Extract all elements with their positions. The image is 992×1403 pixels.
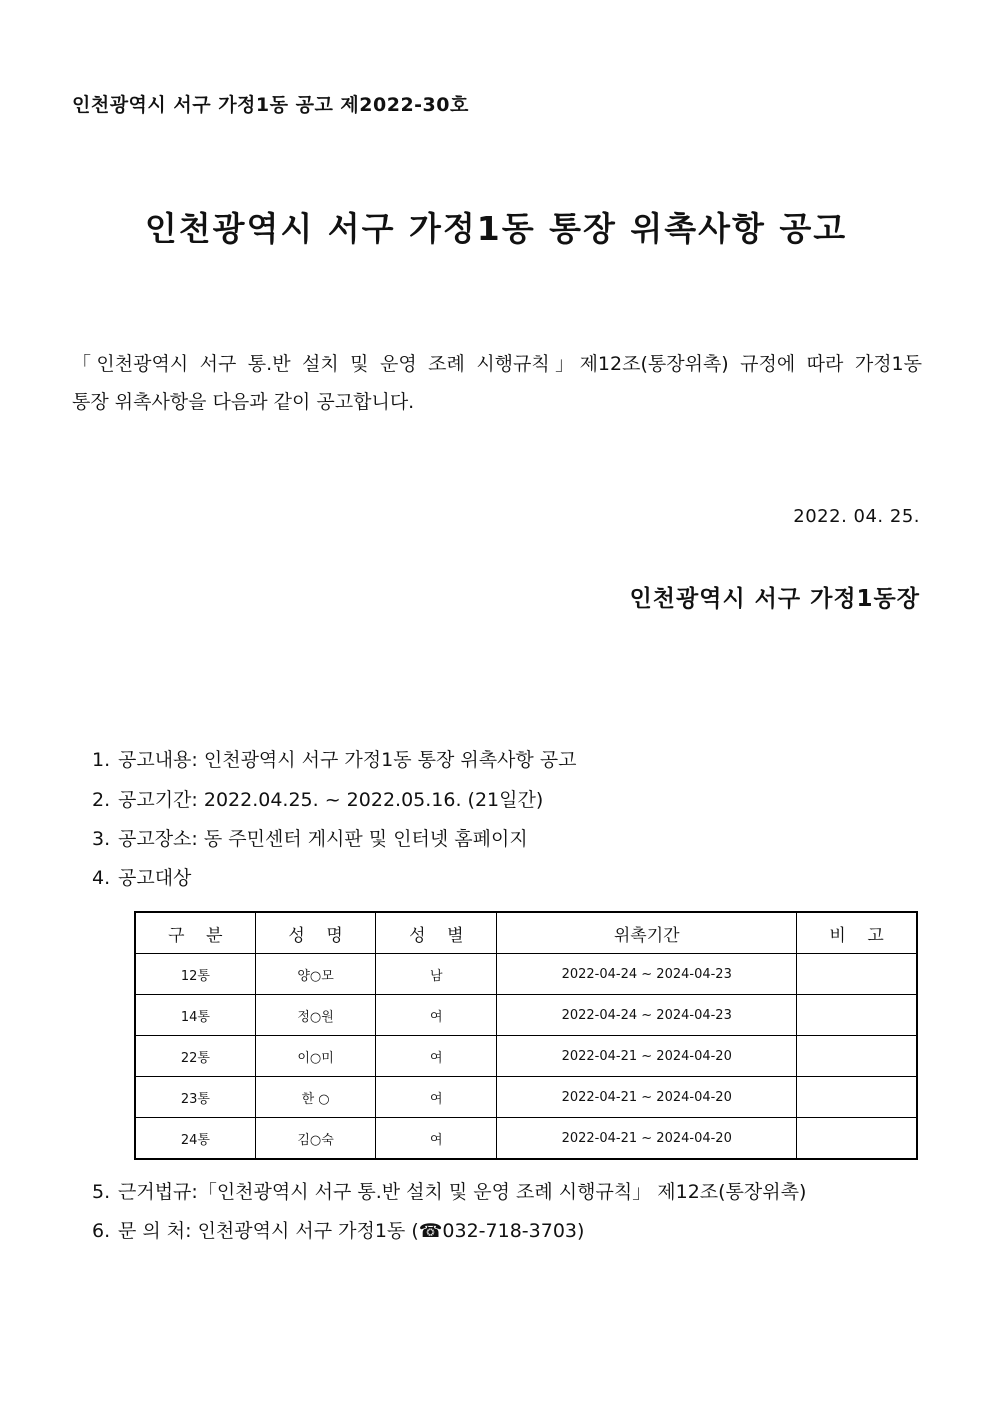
cell-district: 24통 — [135, 1118, 255, 1160]
list-item-number: 1. — [92, 749, 111, 771]
cell-name: 정○원 — [255, 995, 376, 1036]
list-item-4 — [92, 863, 191, 890]
list-item-number: 6. — [92, 1220, 111, 1242]
cell-gender: 여 — [376, 995, 497, 1036]
appointment-table — [134, 911, 918, 1160]
list-item-1 — [92, 745, 577, 772]
cell-remarks — [797, 995, 917, 1036]
cell-remarks — [797, 1118, 917, 1160]
cell-name: 한 ○ — [255, 1077, 376, 1118]
table-row — [135, 954, 917, 995]
cell-gender: 여 — [376, 1077, 497, 1118]
list-item-5 — [92, 1177, 806, 1204]
list-item-text: 공고내용: 인천광역시 서구 가정1동 통장 위촉사항 공고 — [118, 749, 577, 771]
column-header-name: 성 명 — [255, 912, 376, 954]
cell-term: 2022-04-24 ~ 2024-04-23 — [497, 995, 797, 1036]
cell-term: 2022-04-21 ~ 2024-04-20 — [497, 1036, 797, 1077]
cell-term: 2022-04-21 ~ 2024-04-20 — [497, 1118, 797, 1160]
cell-district: 23통 — [135, 1077, 255, 1118]
list-item-number: 3. — [92, 828, 111, 850]
page-title: 인천광역시 서구 가정1동 통장 위촉사항 공고 — [144, 209, 848, 248]
cell-remarks — [797, 954, 917, 995]
cell-name: 이○미 — [255, 1036, 376, 1077]
column-header-remarks: 비 고 — [797, 912, 917, 954]
table-header-row — [135, 912, 917, 954]
cell-term: 2022-04-21 ~ 2024-04-20 — [497, 1077, 797, 1118]
table-row — [135, 1036, 917, 1077]
cell-gender: 남 — [376, 954, 497, 995]
cell-district: 12통 — [135, 954, 255, 995]
list-item-number: 2. — [92, 789, 111, 811]
list-item-number: 5. — [92, 1181, 111, 1203]
notice-body-line-1: 「인천광역시 서구 통.반 설치 및 운영 조례 시행규칙」제12조(통장위촉) 규정에 따라 가정1동 — [72, 353, 922, 375]
list-item-2 — [92, 785, 543, 812]
column-header-gender: 성 별 — [376, 912, 497, 954]
cell-name: 김○숙 — [255, 1118, 376, 1160]
cell-remarks — [797, 1036, 917, 1077]
notice-body-line-2: 통장 위촉사항을 다음과 같이 공고합니다. — [72, 391, 415, 413]
notice-date: 2022. 04. 25. — [793, 506, 920, 527]
table-row — [135, 1118, 917, 1160]
list-item-text: 공고장소: 동 주민센터 게시판 및 인터넷 홈페이지 — [118, 828, 528, 850]
cell-term: 2022-04-24 ~ 2024-04-23 — [497, 954, 797, 995]
list-item-text: 문 의 처: 인천광역시 서구 가정1동 (☎032-718-3703) — [118, 1220, 585, 1242]
list-item-text: 공고대상 — [118, 867, 192, 889]
list-item-text: 공고기간: 2022.04.25. ~ 2022.05.16. (21일간) — [118, 789, 544, 811]
cell-district: 22통 — [135, 1036, 255, 1077]
column-header-district: 구 분 — [135, 912, 255, 954]
list-item-text: 근거법규:「인천광역시 서구 통.반 설치 및 운영 조례 시행규칙」 제12조(통장위촉) — [118, 1181, 807, 1203]
notice-body — [72, 345, 922, 421]
signer: 인천광역시 서구 가정1동장 — [629, 586, 920, 612]
cell-district: 14통 — [135, 995, 255, 1036]
cell-remarks — [797, 1077, 917, 1118]
cell-gender: 여 — [376, 1118, 497, 1160]
column-header-term: 위촉기간 — [497, 912, 797, 954]
list-item-number: 4. — [92, 867, 111, 889]
list-item-6 — [92, 1216, 584, 1243]
table-row — [135, 995, 917, 1036]
notice-number: 인천광역시 서구 가정1동 공고 제2022-30호 — [72, 94, 469, 116]
table-row — [135, 1077, 917, 1118]
cell-name: 양○모 — [255, 954, 376, 995]
list-item-3 — [92, 824, 528, 851]
cell-gender: 여 — [376, 1036, 497, 1077]
